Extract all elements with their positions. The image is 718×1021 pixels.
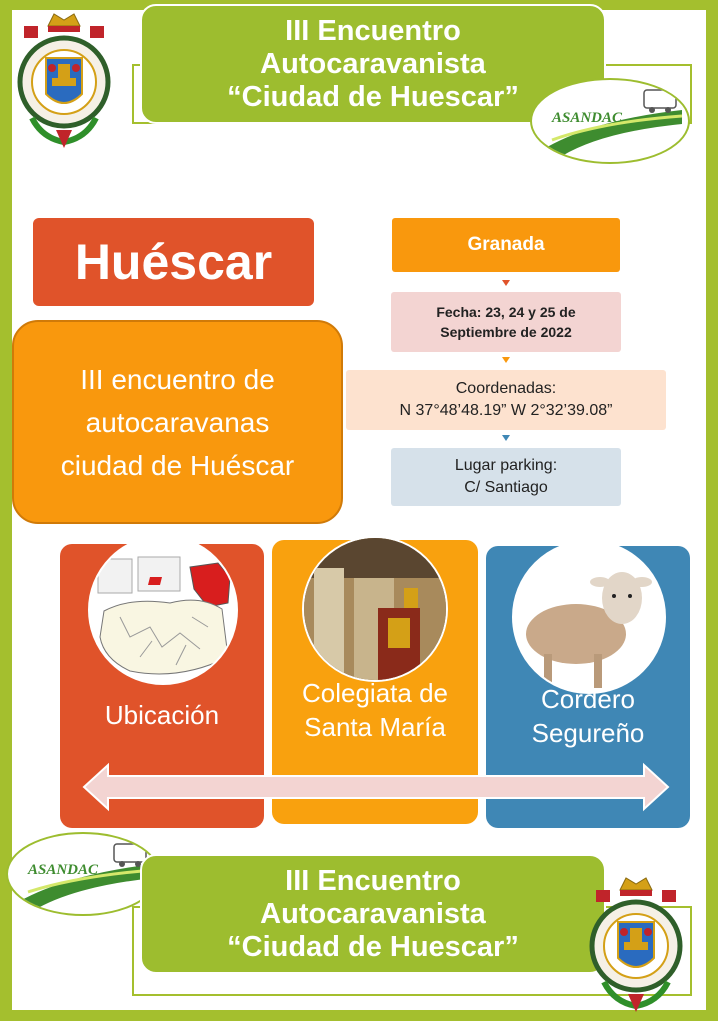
collegiate-church-image xyxy=(302,536,448,682)
double-arrow xyxy=(82,762,670,812)
banner-bottom-line-3: “Ciudad de Huescar” xyxy=(227,930,519,963)
flow-arrow-1 xyxy=(502,280,510,286)
subtitle-line-3: ciudad de Huéscar xyxy=(60,449,295,481)
town-title: Huéscar xyxy=(33,218,314,306)
subtitle-line-2: autocaravanas xyxy=(85,406,270,438)
flow-arrow-3 xyxy=(502,435,510,441)
location-map-image xyxy=(88,535,238,685)
province-box xyxy=(392,218,620,272)
coat-of-arms-top xyxy=(12,8,116,152)
asandac-logo-text-top: ASANDAC xyxy=(552,110,623,126)
coordinates-label: Coordenadas: xyxy=(455,380,557,397)
parking-label: Lugar parking: xyxy=(454,457,558,474)
banner-line-2: Autocaravanista xyxy=(260,47,486,80)
location-card-label xyxy=(60,698,264,732)
asandac-logo-text-bottom: ASANDAC xyxy=(28,862,99,878)
church-label-line-1: Colegiata de xyxy=(302,678,448,708)
lamb-label-line-1: Cordero xyxy=(541,684,635,714)
church-card-label xyxy=(272,676,478,744)
date-line-2: Septiembre de 2022 xyxy=(440,324,572,340)
segureno-lamb-image xyxy=(512,540,666,694)
coordinates-value: N 37°48’48.19” W 2°32’39.08” xyxy=(399,402,613,419)
lamb-label-line-2: Segureño xyxy=(531,718,645,748)
coordinates-box xyxy=(346,370,666,430)
banner-line-3: “Ciudad de Huescar” xyxy=(227,80,519,113)
lamb-card-label xyxy=(486,682,690,750)
church-label-line-2: Santa María xyxy=(304,712,446,742)
banner-line-1: III Encuentro xyxy=(285,14,461,47)
flow-arrow-2 xyxy=(502,357,510,363)
location-label-line-1: Ubicación xyxy=(104,700,220,730)
parking-value: C/ Santiago xyxy=(464,479,548,496)
date-line-1: Fecha: 23, 24 y 25 de xyxy=(436,304,576,320)
province-label: Granada xyxy=(467,234,545,255)
subtitle-line-1: III encuentro de xyxy=(80,363,275,395)
date-box xyxy=(391,292,621,352)
banner-bottom-line-1: III Encuentro xyxy=(285,864,461,897)
banner-bottom-line-2: Autocaravanista xyxy=(260,897,486,930)
event-subtitle-box xyxy=(12,320,343,524)
parking-box xyxy=(391,448,621,506)
coat-of-arms-bottom xyxy=(584,872,688,1016)
event-title-banner-bottom xyxy=(140,854,606,974)
